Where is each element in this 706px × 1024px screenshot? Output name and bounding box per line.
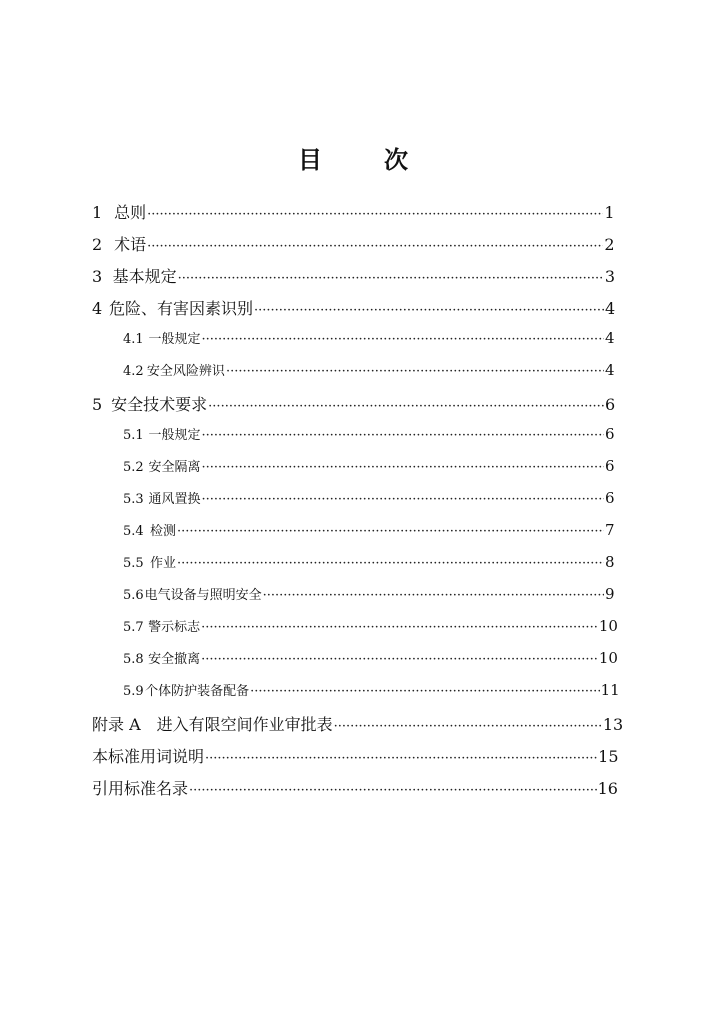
- toc-entry[interactable]: [92, 232, 613, 264]
- toc-entry-label: 作业: [150, 556, 177, 571]
- toc-dot-leader: [201, 332, 604, 347]
- toc-entry-number: 4.1: [123, 332, 144, 347]
- toc-subentry[interactable]: [92, 360, 613, 392]
- toc-entry-label: 个体防护装备配备: [145, 684, 250, 699]
- toc-dot-leader: [177, 556, 604, 571]
- toc-dot-leader: [334, 719, 602, 734]
- toc-entry-page: 2: [604, 235, 615, 254]
- toc-entry-label: 危险、有害因素识别: [108, 299, 253, 318]
- toc-entry-label: 总则: [114, 203, 147, 222]
- toc-entry-page: 6: [605, 395, 616, 414]
- toc-entry-number: 5.5: [123, 556, 144, 571]
- toc-entry[interactable]: [92, 264, 616, 296]
- toc-entry-number: 5.1: [123, 428, 144, 443]
- toc-entry-page: 1: [604, 203, 615, 222]
- toc-dot-leader: [178, 271, 604, 286]
- toc-entry-page: 6: [605, 489, 615, 507]
- toc-dot-leader: [201, 620, 598, 635]
- toc-entry-appendix[interactable]: [92, 712, 624, 744]
- toc-subentry[interactable]: [92, 328, 613, 360]
- toc-entry-terms[interactable]: [92, 744, 619, 776]
- toc-entry-label: 一般规定: [148, 332, 201, 347]
- toc-subentry[interactable]: [92, 680, 620, 712]
- toc-subentry[interactable]: [92, 424, 613, 456]
- toc-dot-leader: [254, 303, 604, 318]
- toc-subentry[interactable]: [92, 552, 613, 584]
- toc-entry-page: 4: [605, 361, 615, 379]
- toc-entry-label: 一般规定: [148, 428, 201, 443]
- toc-entry-page: 6: [605, 425, 615, 443]
- toc-entry-label: 安全技术要求: [111, 395, 208, 414]
- toc-entry-label: 安全隔离: [148, 460, 201, 475]
- toc-entry-label: 警示标志: [148, 620, 201, 635]
- toc-entry[interactable]: [92, 200, 613, 232]
- toc-entry-page: 10: [598, 649, 618, 667]
- toc-subentry[interactable]: [92, 520, 613, 552]
- toc-entry-number: 5: [92, 395, 103, 414]
- page-title-left: 目: [298, 145, 322, 174]
- toc-entry[interactable]: [92, 296, 616, 328]
- toc-subentry[interactable]: [92, 456, 613, 488]
- toc-entry-label: 本标准用词说明: [92, 747, 205, 766]
- toc-entry-number: 4: [92, 299, 103, 318]
- toc-dot-leader: [201, 460, 604, 475]
- toc-entry-number: 5.2: [123, 460, 144, 475]
- toc-subentry[interactable]: [92, 488, 613, 520]
- toc-subentry[interactable]: [92, 584, 613, 616]
- toc-dot-leader: [226, 364, 604, 379]
- toc-entry-number: 4.2: [123, 364, 144, 379]
- toc-entry-page: 11: [600, 681, 620, 699]
- toc-entry-number: 2: [92, 235, 103, 254]
- toc-entry-number: 3: [92, 267, 103, 286]
- toc-subentry[interactable]: [92, 648, 618, 680]
- toc-entry-page: 4: [605, 299, 616, 318]
- toc-dot-leader: [201, 652, 598, 667]
- toc-entry-label: 术语: [114, 235, 147, 254]
- toc-entry-label: 通风置换: [148, 492, 201, 507]
- toc-entry-number: 5.7: [123, 620, 144, 635]
- toc-entry-page: 13: [602, 715, 624, 734]
- toc-entry-number: 1: [92, 203, 103, 222]
- toc-entry-page: 16: [597, 779, 618, 798]
- toc-dot-leader: [208, 399, 604, 414]
- toc-entry-number: 5.6: [123, 588, 144, 603]
- toc-dot-leader: [147, 207, 603, 222]
- toc-dot-leader: [263, 588, 604, 603]
- toc-entry-number: 5.3: [123, 492, 144, 507]
- toc-dot-leader: [177, 524, 604, 539]
- toc-entry-page: 10: [598, 617, 618, 635]
- toc-subentry[interactable]: [92, 616, 618, 648]
- table-of-contents: [92, 200, 624, 808]
- page-title: [0, 140, 706, 175]
- toc-entry-page: 4: [605, 329, 615, 347]
- toc-entry-references[interactable]: [92, 776, 618, 808]
- toc-entry-label: 检测: [150, 524, 177, 539]
- toc-entry-label: 安全风险辨识: [146, 364, 225, 379]
- toc-entry-page: 8: [605, 553, 615, 571]
- toc-dot-leader: [147, 239, 603, 254]
- toc-dot-leader: [201, 492, 604, 507]
- toc-entry-number: 5.9: [123, 684, 144, 699]
- toc-entry-page: 9: [605, 585, 615, 603]
- toc-entry-number: 5.4: [123, 524, 144, 539]
- toc-dot-leader: [205, 751, 597, 766]
- toc-entry-label: 基本规定: [112, 267, 177, 286]
- toc-entry-page: 3: [604, 267, 616, 286]
- toc-entry-label: 电气设备与照明安全: [144, 588, 262, 603]
- toc-dot-leader: [189, 783, 597, 798]
- toc-entry-label: 引用标准名录: [92, 779, 189, 798]
- toc-entry-page: 15: [598, 747, 619, 766]
- toc-entry-label: 安全撤离: [148, 652, 201, 667]
- toc-entry-number: 5.8: [123, 652, 144, 667]
- toc-entry-page: 7: [605, 521, 615, 539]
- toc-dot-leader: [250, 684, 599, 699]
- page-title-right: 次: [384, 145, 408, 174]
- toc-dot-leader: [201, 428, 604, 443]
- toc-entry-page: 6: [605, 457, 615, 475]
- toc-entry[interactable]: [92, 392, 616, 424]
- toc-entry-label: 附录 A 进入有限空间作业审批表: [92, 715, 333, 734]
